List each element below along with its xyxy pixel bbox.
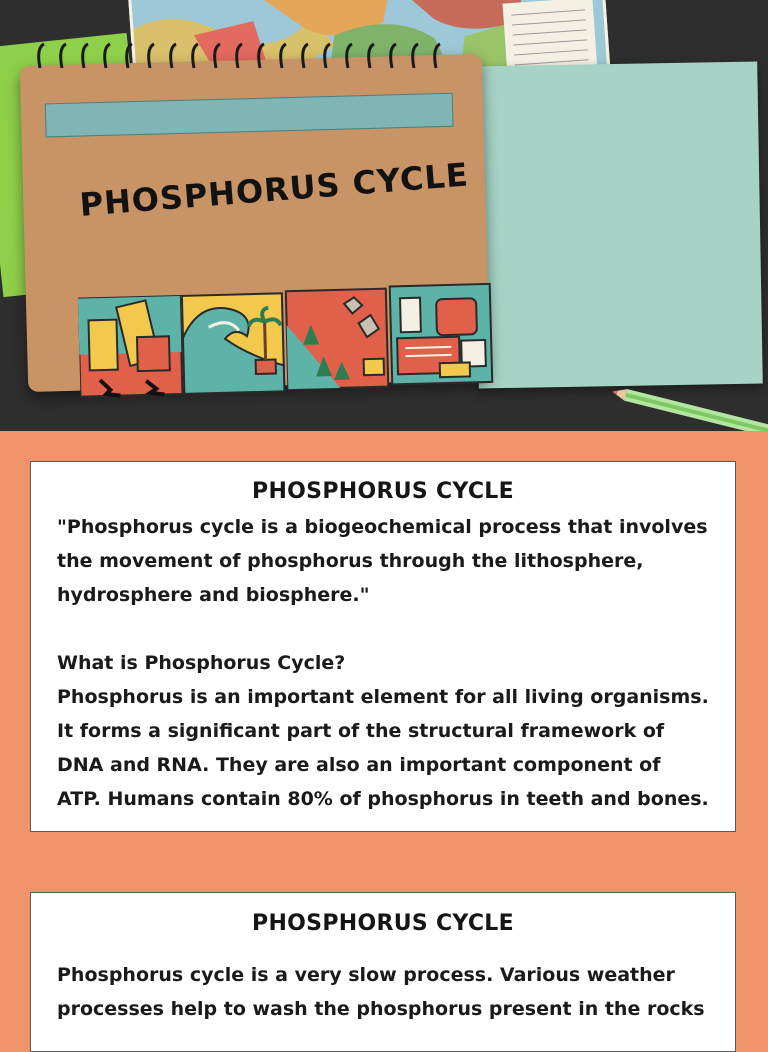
answer-text: Phosphorus is an important element for all living organisms. It forms a significant part of the structural framework of DNA and RNA. They are also an important component of ATP. Humans contain 80% of phosphorus in teeth and bones. (57, 686, 709, 810)
pencil-icon (612, 384, 768, 431)
question-text: What is Phosphorus Cycle? (57, 652, 346, 674)
process-card (30, 892, 736, 1052)
notebook (20, 54, 490, 392)
landslide-icon (286, 289, 389, 390)
process-text: Phosphorus cycle is a very slow process. Various weather processes help to wash the phosphorus present in the rocks (57, 964, 705, 1020)
notebook-label-strip (45, 93, 454, 138)
card-heading: PHOSPHORUS CYCLE (252, 479, 514, 504)
household-goods-icon (390, 284, 493, 385)
notebook-title: PHOSPHORUS CYCLE (78, 155, 470, 224)
spiral-binding (30, 38, 450, 72)
wave-icon (182, 293, 285, 394)
card-heading: PHOSPHORUS CYCLE (252, 911, 514, 936)
definition-card (30, 461, 736, 832)
hero-image (0, 0, 768, 431)
illustration-tiles (78, 280, 501, 401)
definition-quote: "Phosphorus cycle is a biogeochemical process that involves the movement of phosphorus through the lithosphere, hydrosphere and biosphere." (57, 516, 708, 606)
sticky-note (473, 62, 763, 389)
earthquake-icon (78, 296, 183, 397)
